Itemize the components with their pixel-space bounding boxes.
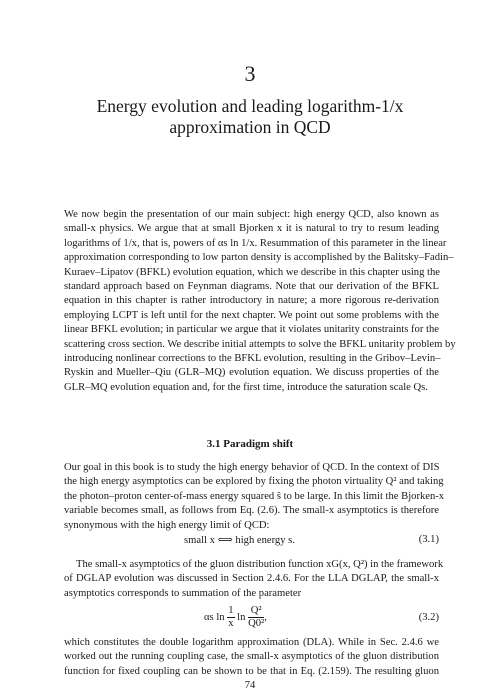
equation-3-2 <box>64 603 439 633</box>
equation-number: (3.2) <box>418 612 439 623</box>
equation-lhs: small x <box>184 535 215 546</box>
text-line: Ryskin and Mueller–Qiu (GLR–MQ) evolution equation. We discuss properties of the <box>64 367 439 379</box>
text-line: which constitutes the double logarithm approximation (DLA). While in Sec. 2.4.6 we <box>64 637 439 648</box>
equation-number: (3.1) <box>418 534 439 545</box>
fraction-numerator: 1 <box>228 605 234 616</box>
paragraph <box>64 558 444 601</box>
text-line: logarithms of 1/x, that is, powers of αs ln 1/x. Resummation of this parameter in the linear <box>64 237 447 249</box>
fraction-denominator: x <box>228 618 234 629</box>
text-line: synonymous with the high energy limit of QCD: <box>64 519 270 531</box>
text-line: approximation corresponding to low parton density is accomplished by the Balitsky–Fadin– <box>64 252 454 264</box>
chapter-title-line: Energy evolution and leading logarithm-1/x <box>96 96 404 116</box>
fraction-numerator: Q² <box>248 605 264 618</box>
text-line: small-x physics. We argue that at small Bjorken x it is natural to try to resum leading <box>64 223 439 235</box>
section-heading: 3.1 Paradigm shift <box>206 438 294 450</box>
equivalence-arrow: ⟺ <box>217 535 233 546</box>
text-line: the high energy asymptotics can be explored by fixing the photon virtuality Q² and taking <box>64 476 444 488</box>
text-line: asymptotics corresponds to summation of the parameter <box>64 587 302 599</box>
equation-expression <box>204 605 267 630</box>
equation-3-1 <box>64 534 439 550</box>
text-line: of DGLAP evolution was discussed in Section 2.4.6. For the LLA DGLAP, the small-x <box>64 573 439 585</box>
text-line: the photon–proton center-of-mass energy squared ŝ to be large. In this limit the Bjorken-x <box>64 490 445 502</box>
text-line: The small-x asymptotics of the gluon distribution function xG(x, Q²) in the framework <box>76 559 444 570</box>
equation-log: ln <box>237 611 246 623</box>
text-line: worked out the running coupling case, the small-x asymptotics of the gluon distribution <box>64 651 439 663</box>
text-line: equation in this chapter is rather introductory in nature; a more rigorous re-derivation <box>64 295 439 307</box>
paragraph <box>64 461 445 533</box>
equation-expression <box>184 534 295 546</box>
equation-rhs: high energy s. <box>235 535 295 546</box>
chapter-intro-paragraph <box>64 208 456 395</box>
text-line: Our goal in this book is to study the high energy behavior of QCD. In the context of DIS <box>64 462 440 473</box>
text-line: introducing nonlinear corrections to the BFKL evolution, resulting in the Gribov–Levin– <box>64 352 441 364</box>
chapter-number: 3 <box>244 61 256 86</box>
text-line: linear BFKL evolution; in particular we argue that it violates unitarity constraints for the <box>64 324 439 336</box>
paragraph <box>64 636 439 679</box>
text-line: We now begin the presentation of our main subject: high energy QCD, also known as <box>64 209 439 220</box>
equation-prefix: αs ln <box>204 611 225 623</box>
fraction <box>248 605 264 630</box>
text-line: scattering cross section. We describe initial attempts to solve the BFKL unitarity problem by <box>64 338 456 350</box>
fraction-denominator: Q0² <box>248 618 265 629</box>
text-line: Kuraev–Lipatov (BFKL) evolution equation, which we describe in this chapter using the <box>64 266 440 278</box>
fraction <box>227 605 234 630</box>
page-number: 74 <box>244 680 256 691</box>
chapter-title-line: approximation in QCD <box>169 117 331 137</box>
equation-suffix: , <box>264 611 267 623</box>
text-line: standard approach based on Feynman diagrams. Note that our derivation of the BFKL <box>64 280 439 292</box>
text-line: function for fixed coupling can be shown to be that in Eq. (2.159). The resulting gluon <box>64 665 439 677</box>
text-line: GLR–MQ evolution equation and, for the first time, introduce the saturation scale Qs. <box>64 381 428 393</box>
text-line: employing LCPT is left until for the next chapter. We point out some problems with the <box>64 309 439 321</box>
text-line: variable becomes small, as follows from Eq. (2.6). The small-x asymptotics is therefore <box>64 505 439 517</box>
chapter-title <box>60 96 440 138</box>
